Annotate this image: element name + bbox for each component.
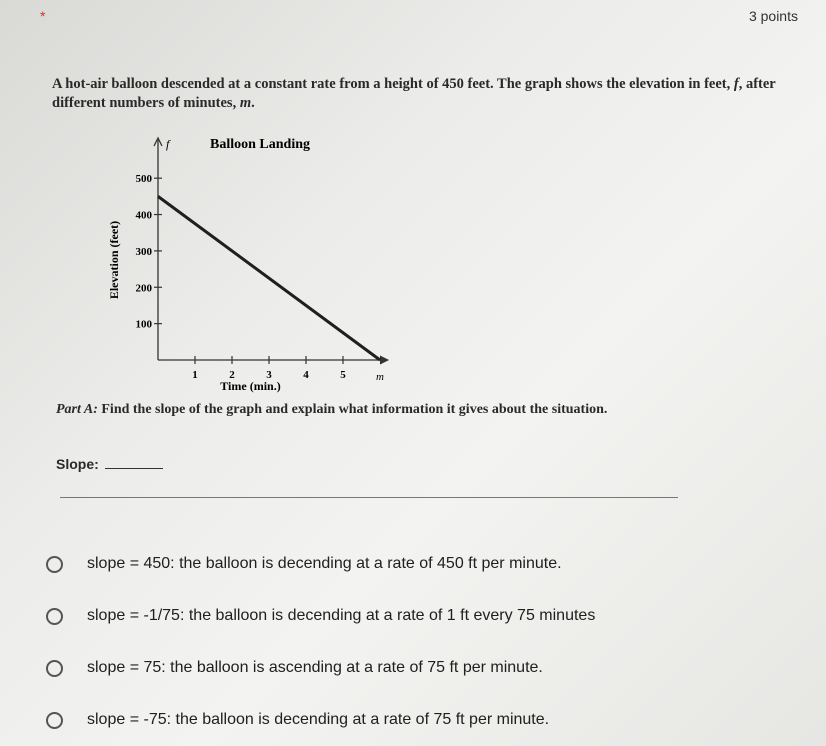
points-label: 3 points bbox=[748, 8, 798, 24]
option-3[interactable] bbox=[46, 642, 595, 694]
x-tick-label: 1 bbox=[192, 369, 198, 381]
option-label: slope = -1/75: the balloon is decending at a rate of 1 ft every 75 minutes bbox=[87, 607, 596, 624]
radio-button[interactable] bbox=[46, 660, 63, 677]
divider bbox=[60, 497, 678, 498]
y-axis-variable: f bbox=[166, 137, 170, 151]
slope-row bbox=[56, 456, 163, 472]
data-line bbox=[158, 196, 380, 360]
x-tick-label: 4 bbox=[303, 369, 309, 381]
y-tick-label: 200 bbox=[135, 282, 152, 295]
option-1[interactable] bbox=[46, 538, 595, 590]
chart-title: Balloon Landing bbox=[210, 137, 310, 152]
option-label: slope = 450: the balloon is decending at a rate of 450 ft per minute. bbox=[87, 555, 562, 572]
x-axis-title: Time (min.) bbox=[220, 379, 281, 393]
slope-label: Slope: bbox=[56, 456, 99, 472]
y-axis-title: Elevation (feet) bbox=[107, 220, 121, 300]
part-a-text: Find the slope of the graph and explain what information it gives about the situation. bbox=[101, 402, 608, 417]
balloon-landing-graph bbox=[100, 128, 400, 408]
x-axis-arrow bbox=[380, 356, 388, 364]
part-a-prompt bbox=[56, 402, 776, 418]
y-tick-label: 300 bbox=[135, 245, 152, 258]
question-text-part1: A hot-air balloon descended at a constant rate from a height of 450 feet. The graph shows the elevation in feet, bbox=[52, 76, 734, 92]
radio-button[interactable] bbox=[46, 556, 63, 573]
option-label: slope = -75: the balloon is decending at a rate of 75 ft per minute. bbox=[87, 711, 550, 728]
x-tick-label: 3 bbox=[266, 369, 272, 381]
option-2[interactable] bbox=[46, 590, 595, 642]
x-tick-label: 5 bbox=[340, 369, 346, 381]
option-4[interactable] bbox=[46, 694, 595, 746]
question-text bbox=[52, 75, 792, 113]
radio-button[interactable] bbox=[46, 712, 63, 729]
x-tick-label: 2 bbox=[229, 369, 235, 381]
answer-options bbox=[46, 538, 595, 746]
question-var-m: m bbox=[239, 95, 252, 111]
part-a-label: Part A: bbox=[56, 402, 98, 417]
y-tick-label: 100 bbox=[135, 318, 152, 331]
y-tick-label: 500 bbox=[135, 173, 152, 186]
slope-blank bbox=[105, 456, 163, 469]
question-var-f: f bbox=[733, 76, 739, 92]
question-text-part3: . bbox=[251, 95, 255, 111]
required-marker: * bbox=[40, 8, 46, 24]
question-text-part2: , after different numbers of minutes, bbox=[52, 76, 776, 111]
option-label: slope = 75: the balloon is ascending at a rate of 75 ft per minute. bbox=[87, 659, 543, 676]
radio-button[interactable] bbox=[46, 608, 63, 625]
x-axis-variable: m bbox=[376, 371, 384, 383]
chart-svg bbox=[100, 128, 400, 408]
y-tick-label: 400 bbox=[135, 209, 152, 222]
